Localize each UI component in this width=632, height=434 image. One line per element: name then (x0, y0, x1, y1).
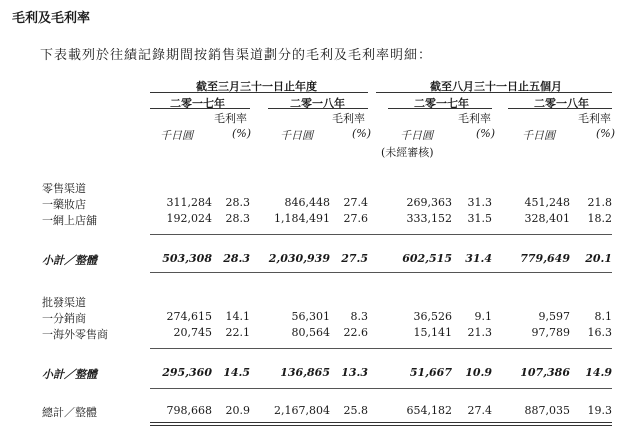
table-cell-retail_subtotal-6: 779,649 (520, 252, 570, 265)
table-cell-total-1: 20.9 (225, 404, 250, 417)
row-label-wholesale-subtotal: 小計／整體 (42, 368, 97, 381)
table-cell-drugstore-4: 269,363 (406, 196, 452, 209)
unaudited-note: (未經審核) (381, 146, 434, 159)
table-cell-retail_subtotal-3: 27.5 (341, 252, 368, 265)
table-cell-distributor-4: 36,526 (413, 310, 452, 323)
table-cell-wholesale_subtotal-6: 107,386 (520, 366, 570, 379)
table-cell-wholesale_subtotal-3: 13.3 (341, 366, 368, 379)
section-wholesale: 批發渠道 (42, 296, 86, 309)
table-cell-drugstore-2: 846,448 (284, 196, 330, 209)
year-header-2018b: 二零一八年 (534, 97, 589, 110)
table-cell-online-7: 18.2 (587, 212, 612, 225)
table-cell-overseas-2: 80,564 (291, 326, 330, 339)
year-header-2018a: 二零一八年 (290, 97, 345, 110)
table-cell-online-4: 333,152 (406, 212, 452, 225)
table-cell-retail_subtotal-7: 20.1 (585, 252, 612, 265)
table-cell-distributor-1: 14.1 (225, 310, 250, 323)
table-cell-online-6: 328,401 (524, 212, 570, 225)
table-cell-drugstore-6: 451,248 (524, 196, 570, 209)
period-year-rule (150, 92, 368, 93)
table-cell-overseas-4: 15,141 (413, 326, 452, 339)
table-cell-distributor-3: 8.3 (350, 310, 368, 323)
table-cell-online-1: 28.3 (225, 212, 250, 225)
subtotal-rule-bottom-1 (150, 272, 612, 273)
unit-pct-3: (%) (476, 127, 496, 140)
row-label-drugstore: 一藥妝店 (42, 198, 86, 211)
row-label-distributor: 一分銷商 (42, 312, 86, 325)
table-cell-total-5: 27.4 (467, 404, 492, 417)
row-label-overseas: 一海外零售商 (42, 328, 108, 341)
table-cell-overseas-6: 97,789 (531, 326, 570, 339)
table-cell-distributor-7: 8.1 (594, 310, 612, 323)
year-rule-1 (150, 108, 250, 109)
table-cell-distributor-6: 9,597 (538, 310, 570, 323)
unit-pct-2: (%) (352, 127, 372, 140)
period-months-rule (376, 92, 612, 93)
table-cell-distributor-5: 9.1 (474, 310, 492, 323)
table-cell-total-3: 25.8 (343, 404, 368, 417)
unit-thousand-1: 千日圓 (160, 129, 193, 142)
table-cell-drugstore-7: 21.8 (587, 196, 612, 209)
unit-pct-4: (%) (596, 127, 616, 140)
row-label-total: 總計／整體 (42, 406, 97, 419)
table-cell-total-7: 19.3 (587, 404, 612, 417)
gp-rate-label-4: 毛利率 (578, 112, 611, 125)
gp-rate-label-2: 毛利率 (332, 112, 365, 125)
table-cell-drugstore-3: 27.4 (343, 196, 368, 209)
unit-thousand-3: 千日圓 (400, 129, 433, 142)
table-cell-retail_subtotal-1: 28.3 (223, 252, 250, 265)
table-cell-overseas-1: 22.1 (225, 326, 250, 339)
table-cell-online-3: 27.6 (343, 212, 368, 225)
table-cell-retail_subtotal-5: 31.4 (465, 252, 492, 265)
table-cell-distributor-2: 56,301 (291, 310, 330, 323)
unit-thousand-2: 千日圓 (280, 129, 313, 142)
unit-pct-1: (%) (232, 127, 252, 140)
table-cell-retail_subtotal-4: 602,515 (402, 252, 452, 265)
table-cell-overseas-7: 16.3 (587, 326, 612, 339)
intro-text: 下表載列於往績記錄期間按銷售渠道劃分的毛利及毛利率明細： (40, 48, 433, 63)
table-cell-distributor-0: 274,615 (166, 310, 212, 323)
section-title: 毛利及毛利率 (12, 11, 91, 26)
table-cell-online-5: 31.5 (467, 212, 492, 225)
table-cell-overseas-5: 21.3 (467, 326, 492, 339)
table-cell-online-2: 1,184,491 (274, 212, 330, 225)
year-header-2017b: 二零一七年 (414, 97, 469, 110)
year-rule-3 (388, 108, 492, 109)
row-label-retail-subtotal: 小計／整體 (42, 254, 97, 267)
table-cell-retail_subtotal-0: 503,308 (162, 252, 212, 265)
table-cell-wholesale_subtotal-5: 10.9 (465, 366, 492, 379)
table-cell-online-0: 192,024 (166, 212, 212, 225)
period-year-header: 截至三月三十一日止年度 (196, 80, 317, 93)
table-cell-drugstore-5: 31.3 (467, 196, 492, 209)
table-cell-wholesale_subtotal-2: 136,865 (280, 366, 330, 379)
table-cell-drugstore-0: 311,284 (166, 196, 212, 209)
table-cell-overseas-0: 20,745 (173, 326, 212, 339)
year-header-2017a: 二零一七年 (170, 97, 225, 110)
year-rule-4 (508, 108, 612, 109)
unit-thousand-4: 千日圓 (522, 129, 555, 142)
total-double-rule (150, 422, 612, 426)
gp-rate-label-3: 毛利率 (458, 112, 491, 125)
table-cell-drugstore-1: 28.3 (225, 196, 250, 209)
table-cell-total-0: 798,668 (166, 404, 212, 417)
table-cell-total-6: 887,035 (524, 404, 570, 417)
table-cell-total-2: 2,167,804 (274, 404, 330, 417)
period-months-header: 截至八月三十一日止五個月 (430, 80, 562, 93)
table-cell-wholesale_subtotal-0: 295,360 (162, 366, 212, 379)
subtotal-rule-top-1 (150, 234, 612, 235)
gp-rate-label-1: 毛利率 (214, 112, 247, 125)
subtotal-rule-bottom-2 (150, 388, 612, 389)
year-rule-2 (268, 108, 368, 109)
subtotal-rule-top-2 (150, 348, 612, 349)
table-cell-total-4: 654,182 (406, 404, 452, 417)
table-cell-retail_subtotal-2: 2,030,939 (268, 252, 330, 265)
table-cell-wholesale_subtotal-4: 51,667 (409, 366, 452, 379)
table-cell-overseas-3: 22.6 (343, 326, 368, 339)
table-cell-wholesale_subtotal-7: 14.9 (585, 366, 612, 379)
row-label-online: 一網上店舖 (42, 214, 97, 227)
section-retail: 零售渠道 (42, 182, 86, 195)
table-cell-wholesale_subtotal-1: 14.5 (223, 366, 250, 379)
